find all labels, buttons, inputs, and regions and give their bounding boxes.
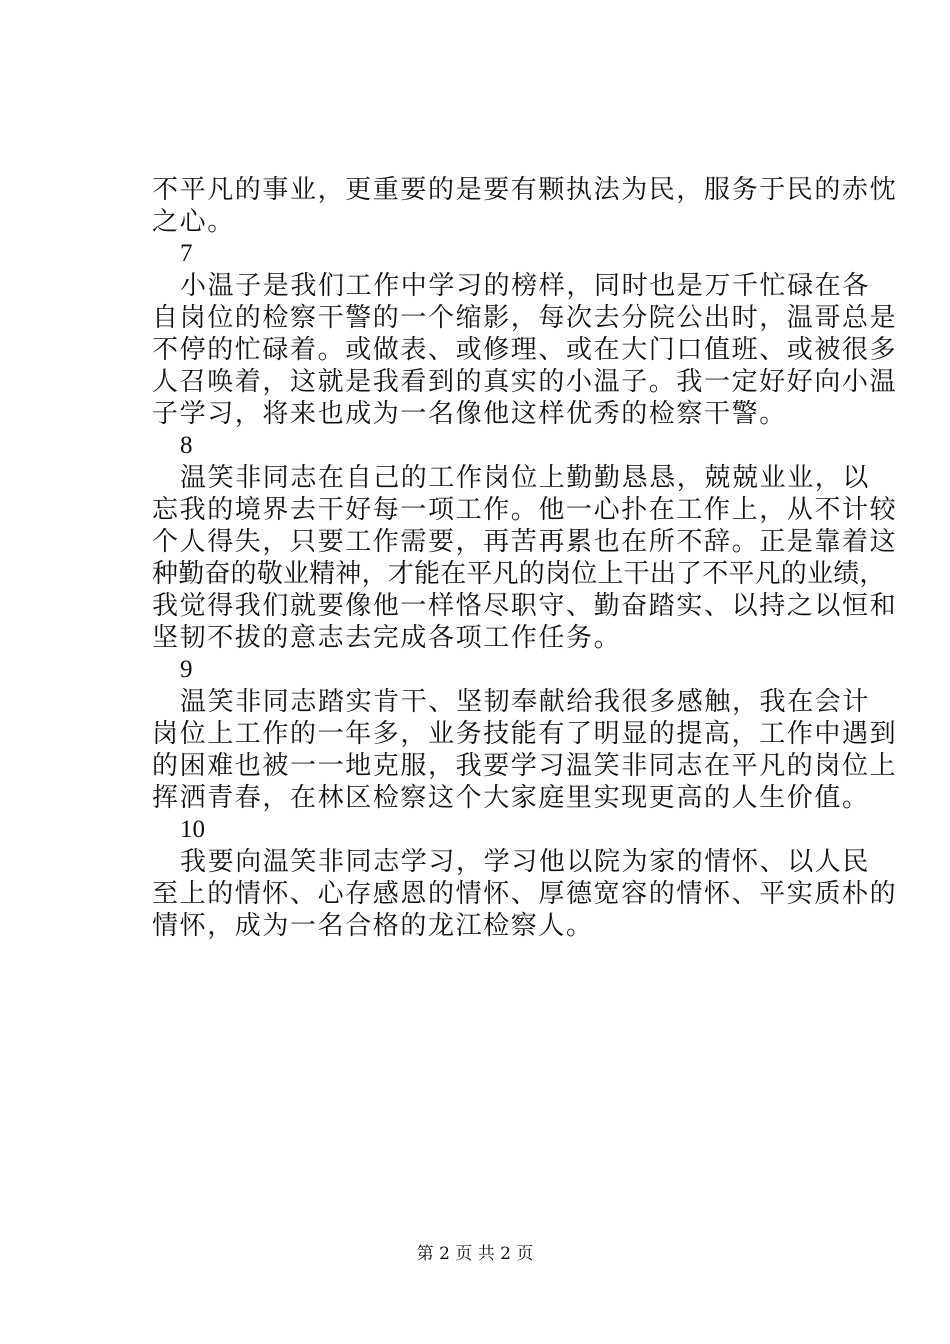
paragraph-line: 的困难也被一一地克服，我要学习温笑非同志在平凡的岗位上 [152, 751, 898, 781]
paragraph-line: 忘我的境界去干好每一项工作。他一心扑在工作上，从不计较 [152, 495, 898, 525]
paragraph-line: 温笑非同志踏实肯干、坚韧奉献给我很多感触，我在会计 [180, 687, 871, 717]
paragraph-line: 坚韧不拔的意志去完成各项工作任务。 [152, 623, 622, 653]
paragraph-line: 之心。 [152, 207, 235, 237]
paragraph-line: 自岗位的检察干警的一个缩影，每次去分院公出时，温哥总是 [152, 303, 898, 333]
section-number: 10 [180, 816, 205, 843]
paragraph-line: 我觉得我们就要像他一样恪尽职守、勤奋踏实、以持之以恒和 [152, 591, 898, 621]
section-number: 7 [180, 240, 193, 267]
paragraph-line: 挥洒青春，在林区检察这个大家庭里实现更高的人生价值。 [152, 783, 870, 813]
paragraph-line: 温笑非同志在自己的工作岗位上勤勤恳恳，兢兢业业，以 [180, 463, 871, 493]
paragraph-line: 个人得失，只要工作需要，再苦再累也在所不辞。正是靠着这 [152, 527, 898, 557]
page-footer: 第 2 页 共 2 页 [416, 1244, 534, 1264]
paragraph-line: 子学习，将来也成为一名像他这样优秀的检察干警。 [152, 399, 787, 429]
document-body [152, 174, 898, 942]
paragraph-line: 人召唤着，这就是我看到的真实的小温子。我一定好好向小温 [152, 367, 898, 397]
paragraph-line: 种勤奋的敬业精神，才能在平凡的岗位上干出了不平凡的业绩， [152, 559, 886, 589]
paragraph-line: 小温子是我们工作中学习的榜样，同时也是万千忙碌在各 [180, 271, 871, 301]
paragraph-line: 至上的情怀、心存感恩的情怀、厚德宽容的情怀、平实质朴的 [152, 879, 898, 909]
section-number: 8 [180, 432, 193, 459]
paragraph-line: 不平凡的事业，更重要的是要有颗执法为民，服务于民的赤忱 [152, 175, 898, 205]
paragraph-line: 岗位上工作的一年多，业务技能有了明显的提高，工作中遇到 [152, 719, 898, 749]
paragraph-line: 情怀，成为一名合格的龙江检察人。 [152, 911, 594, 941]
paragraph-line: 不停的忙碌着。或做表、或修理、或在大门口值班、或被很多 [152, 335, 898, 365]
section-number: 9 [180, 656, 193, 683]
paragraph-line: 我要向温笑非同志学习，学习他以院为家的情怀、以人民 [180, 847, 871, 877]
